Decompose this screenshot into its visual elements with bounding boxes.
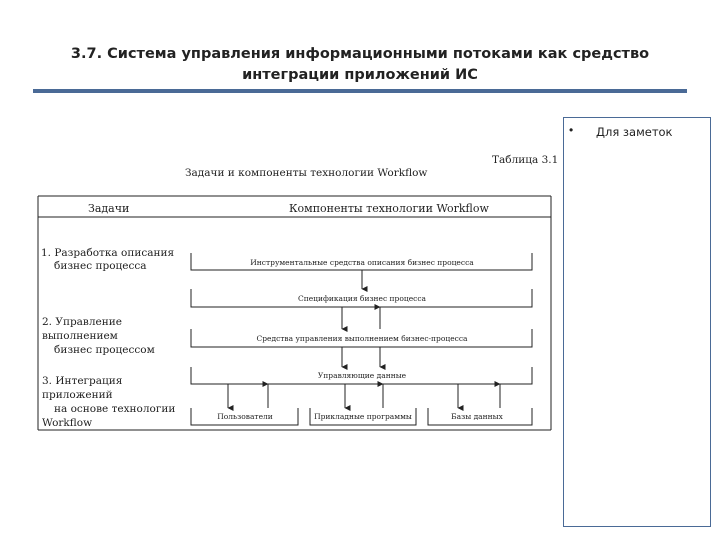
task-1-line-2: бизнес процесса xyxy=(54,260,147,272)
header-components: Компоненты технологии Workflow xyxy=(289,202,489,215)
component-spec: Спецификация бизнес процесса xyxy=(297,294,427,303)
task-3-line-4: Workflow xyxy=(42,417,93,429)
slide-title-line-2: интеграции приложений ИС xyxy=(242,67,478,83)
component-control-data: Управляющие данные xyxy=(317,371,407,380)
task-2-line-2: выполнением xyxy=(42,330,118,342)
task-2-line-1: 2. Управление xyxy=(42,316,122,328)
task-3-line-1: 3. Интеграция xyxy=(42,375,123,387)
task-1-line-1: 1. Разработка описания xyxy=(41,247,175,259)
component-databases: Базы данных xyxy=(451,412,503,421)
notes-bullet: • xyxy=(569,123,574,137)
component-execution: Средства управления выполнением бизнес-процесса xyxy=(256,334,468,343)
header-tasks: Задачи xyxy=(88,202,130,215)
component-users: Пользователи xyxy=(217,412,273,421)
notes-label: Для заметок xyxy=(596,125,673,139)
table-caption: Задачи и компоненты технологии Workflow xyxy=(185,167,428,179)
table-number: Таблица 3.1 xyxy=(492,154,559,166)
component-tools: Инструментальные средства описания бизнес процесса xyxy=(250,258,474,267)
slide-title-line-1: 3.7. Система управления информационными потоками как средство xyxy=(70,46,650,62)
task-2-line-3: бизнес процессом xyxy=(54,344,155,356)
component-apps: Прикладные программы xyxy=(314,412,412,421)
task-3-line-3: на основе технологии xyxy=(54,403,176,415)
task-3-line-2: приложений xyxy=(42,389,113,401)
